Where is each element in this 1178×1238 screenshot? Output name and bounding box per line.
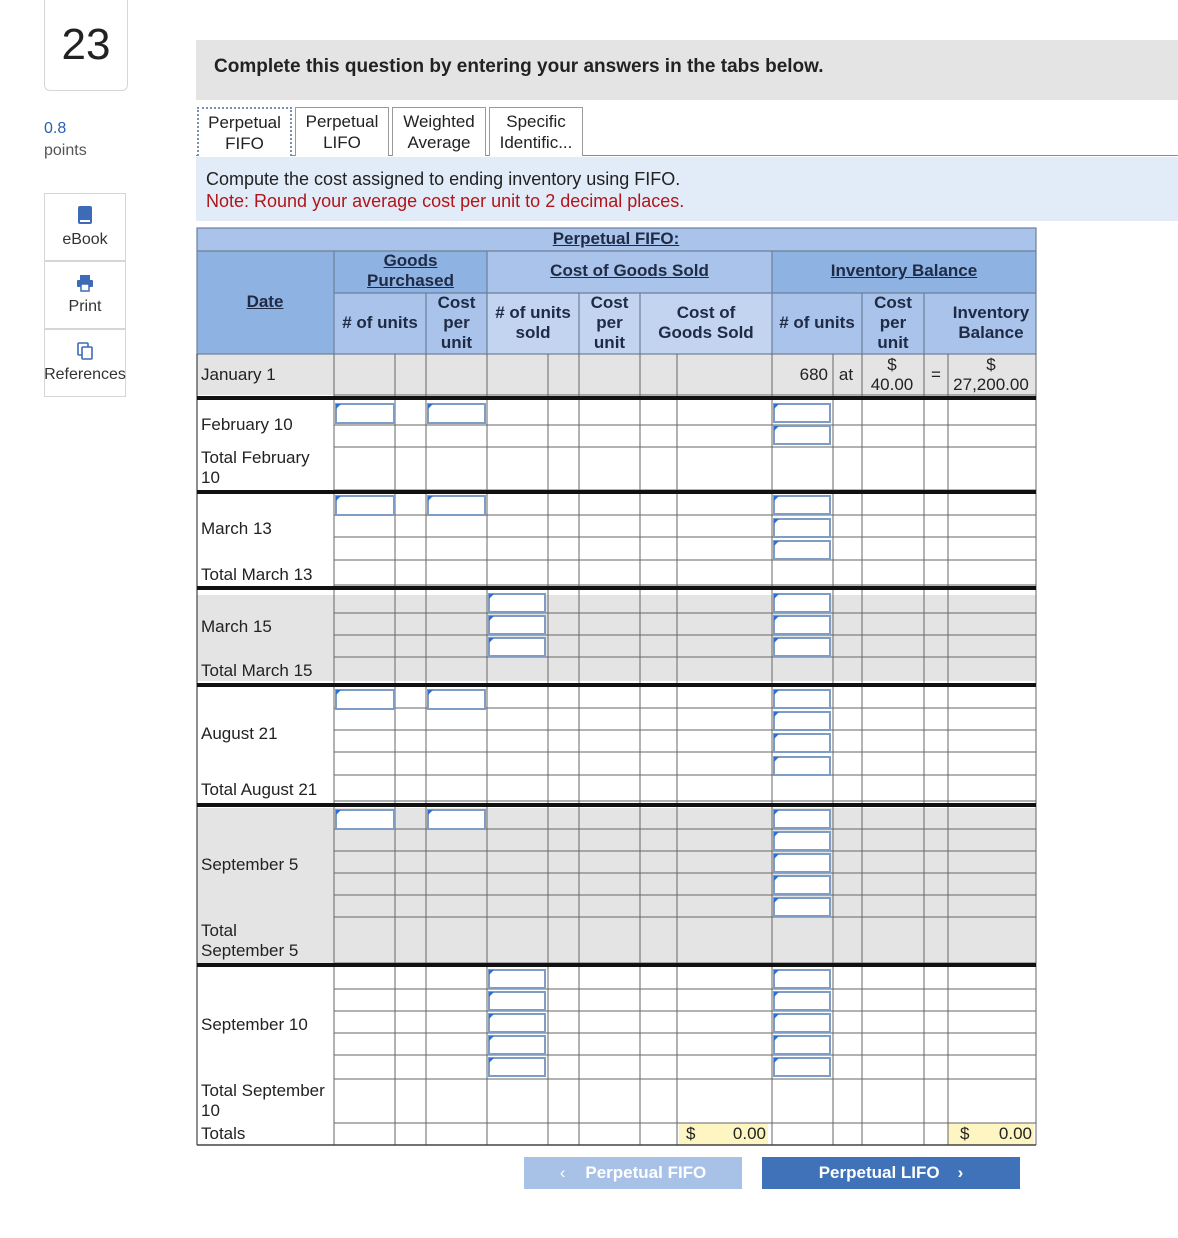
header-line: Goods xyxy=(383,251,438,270)
mar15-units-sold-input[interactable] xyxy=(488,637,546,657)
sep5-balance-units-input[interactable] xyxy=(773,897,831,917)
mar13-balance-units-input[interactable] xyxy=(773,495,831,515)
references-label: References xyxy=(44,366,126,383)
row-label-totals: Totals xyxy=(201,1124,246,1143)
instruction-header xyxy=(196,40,1178,100)
balance-units-header: # of units xyxy=(779,313,855,332)
jan1-balance xyxy=(948,355,1034,395)
totals-balance-symbol: $ xyxy=(960,1124,970,1143)
instruction-text: Compute the cost assigned to ending inventory using FIFO. xyxy=(206,169,681,189)
header-line: Cost xyxy=(874,293,912,312)
header-line: Goods Sold xyxy=(658,323,754,342)
totals-cogs-value: 0.00 xyxy=(732,1124,766,1143)
tab-label: Perpetual xyxy=(208,113,281,132)
cost-of-goods-sold-header xyxy=(640,303,772,343)
mar15-units-sold-input[interactable] xyxy=(488,593,546,613)
row-label-mar13: March 13 xyxy=(201,519,272,538)
rounding-note: Note: Round your average cost per unit to 2 decimal places. xyxy=(206,191,685,211)
header-line: unit xyxy=(440,333,473,352)
header-line: Inventory xyxy=(952,303,1030,322)
currency-symbol: $ xyxy=(986,355,996,374)
tab-label: Average xyxy=(407,133,471,152)
points-label: points xyxy=(44,142,87,159)
mar15-units-sold-input[interactable] xyxy=(488,615,546,635)
header-line: per xyxy=(443,313,470,332)
chevron-left-icon: ‹ xyxy=(559,1163,566,1182)
mar13-units-input[interactable] xyxy=(335,495,395,516)
inventory-balance-col-header xyxy=(948,303,1034,343)
feb10-cost-input[interactable] xyxy=(427,403,486,424)
header-line: per xyxy=(596,313,623,332)
row-label-total-mar15: Total March 15 xyxy=(201,661,313,680)
tab-perpetual-fifo[interactable] xyxy=(197,107,292,156)
book-icon xyxy=(77,205,93,225)
print-label: Print xyxy=(68,298,102,315)
sep10-balance-units-input[interactable] xyxy=(773,1013,831,1033)
points-value: 0.8 xyxy=(44,120,67,137)
table-title: Perpetual FIFO: xyxy=(552,229,680,248)
header-line: Cost of xyxy=(676,303,736,322)
feb10-balance-units-input[interactable] xyxy=(773,403,831,423)
question-number xyxy=(44,0,128,91)
header-line: Cost xyxy=(437,293,476,312)
sep5-balance-units-input[interactable] xyxy=(773,875,831,895)
header-line: Balance xyxy=(958,323,1024,342)
row-label-sep5: September 5 xyxy=(201,855,299,874)
header-line: Cost xyxy=(590,293,629,312)
mar13-cost-input[interactable] xyxy=(427,495,486,516)
row-label-feb10: February 10 xyxy=(201,415,293,434)
tab-specific-identification[interactable] xyxy=(489,107,583,156)
aug21-balance-units-input[interactable] xyxy=(773,756,831,776)
row-label-mar15: March 15 xyxy=(201,617,272,636)
header-line: per xyxy=(879,313,907,332)
aug21-units-input[interactable] xyxy=(335,689,395,710)
currency-symbol: $ xyxy=(887,355,897,374)
totals-cogs-symbol: $ xyxy=(686,1124,696,1143)
header-line: unit xyxy=(593,333,626,352)
jan1-cost-value: 40.00 xyxy=(870,375,914,394)
next-tab-button[interactable] xyxy=(762,1157,1020,1189)
row-label-aug21: August 21 xyxy=(201,724,278,743)
mar13-balance-units-input[interactable] xyxy=(773,540,831,560)
prev-tab-button[interactable] xyxy=(524,1157,742,1189)
tab-label: Perpetual xyxy=(305,112,379,131)
header-line: unit xyxy=(877,333,909,352)
aug21-balance-units-input[interactable] xyxy=(773,733,831,753)
header-line: sold xyxy=(515,323,551,342)
mar15-balance-units-input[interactable] xyxy=(773,637,831,657)
ebook-button[interactable] xyxy=(44,193,126,261)
jan1-units: 680 xyxy=(799,365,828,384)
tab-label: LIFO xyxy=(323,133,361,152)
tab-perpetual-lifo[interactable] xyxy=(295,107,389,156)
units-purchased-header: # of units xyxy=(342,313,418,332)
prev-tab-label: Perpetual FIFO xyxy=(585,1163,707,1182)
mar15-balance-units-input[interactable] xyxy=(773,593,831,613)
feb10-units-input[interactable] xyxy=(335,403,395,424)
ebook-label: eBook xyxy=(62,231,108,248)
sep5-cost-input[interactable] xyxy=(427,809,486,830)
cogs-group-header: Cost of Goods Sold xyxy=(550,261,709,280)
jan1-at: at xyxy=(838,365,854,384)
cost-per-unit-header xyxy=(426,293,487,353)
sep10-units-sold-input[interactable] xyxy=(488,1035,546,1055)
sep5-balance-units-input[interactable] xyxy=(773,831,831,851)
jan1-balance-value: 27,200.00 xyxy=(953,375,1029,394)
sep10-balance-units-input[interactable] xyxy=(773,991,831,1011)
perpetual-fifo-worksheet xyxy=(196,227,1037,1147)
row-label-total-feb10: Total February 10 xyxy=(201,448,310,487)
points xyxy=(44,118,87,162)
chevron-right-icon: › xyxy=(957,1163,964,1182)
mar15-balance-units-input[interactable] xyxy=(773,615,831,635)
row-label-total-mar13: Total March 13 xyxy=(201,565,313,584)
tab-label: Weighted xyxy=(403,112,475,131)
totals-balance-value: 0.00 xyxy=(998,1124,1032,1143)
row-label-jan1: January 1 xyxy=(201,365,276,384)
jan1-cost xyxy=(862,355,922,395)
sep10-units-sold-input[interactable] xyxy=(488,1057,546,1077)
sep5-balance-units-input[interactable] xyxy=(773,809,831,829)
inventory-balance-header: Inventory Balance xyxy=(830,261,978,280)
printer-icon xyxy=(76,274,94,292)
next-tab-label: Perpetual LIFO xyxy=(818,1163,940,1182)
sep10-units-sold-input[interactable] xyxy=(488,991,546,1011)
references-button[interactable] xyxy=(44,329,126,397)
row-label-total-aug21: Total August 21 xyxy=(201,780,318,799)
sep5-units-input[interactable] xyxy=(335,809,395,830)
units-sold-header xyxy=(487,303,579,343)
tab-weighted-average[interactable] xyxy=(392,107,486,156)
tab-label: Identific... xyxy=(499,133,573,152)
row-label-sep10: September 10 xyxy=(201,1015,308,1034)
aug21-cost-input[interactable] xyxy=(427,689,486,710)
instruction-header-text: Complete this question by entering your answers in the tabs below. xyxy=(214,56,824,77)
jan1-equals: = xyxy=(931,365,941,384)
balance-cost-per-unit-header xyxy=(862,293,924,353)
goods-purchased-header xyxy=(334,251,487,291)
aug21-balance-units-input[interactable] xyxy=(773,689,831,709)
sep10-balance-units-input[interactable] xyxy=(773,1035,831,1055)
question-number-text: 23 xyxy=(61,20,111,69)
sep5-balance-units-input[interactable] xyxy=(773,853,831,873)
header-line: # of units xyxy=(495,303,571,322)
print-button[interactable] xyxy=(44,261,126,329)
instruction-box xyxy=(196,157,1178,221)
tab-label: FIFO xyxy=(225,134,264,153)
row-label-total-sep5: Total September 5 xyxy=(201,921,299,960)
row-label-total-sep10: Total September 10 xyxy=(201,1081,325,1120)
mar13-balance-units-input[interactable] xyxy=(773,518,831,538)
cogs-cost-per-unit-header xyxy=(579,293,640,353)
sep10-balance-units-input[interactable] xyxy=(773,1057,831,1077)
sep10-balance-units-input[interactable] xyxy=(773,969,831,989)
tab-label: Specific xyxy=(506,112,566,131)
sep10-units-sold-input[interactable] xyxy=(488,1013,546,1033)
sep10-units-sold-input[interactable] xyxy=(488,969,546,989)
aug21-balance-units-input[interactable] xyxy=(773,711,831,731)
date-header: Date xyxy=(246,292,284,311)
header-line: Purchased xyxy=(367,271,454,290)
feb10-balance-units-input[interactable] xyxy=(773,425,831,445)
copy-icon xyxy=(77,342,93,360)
